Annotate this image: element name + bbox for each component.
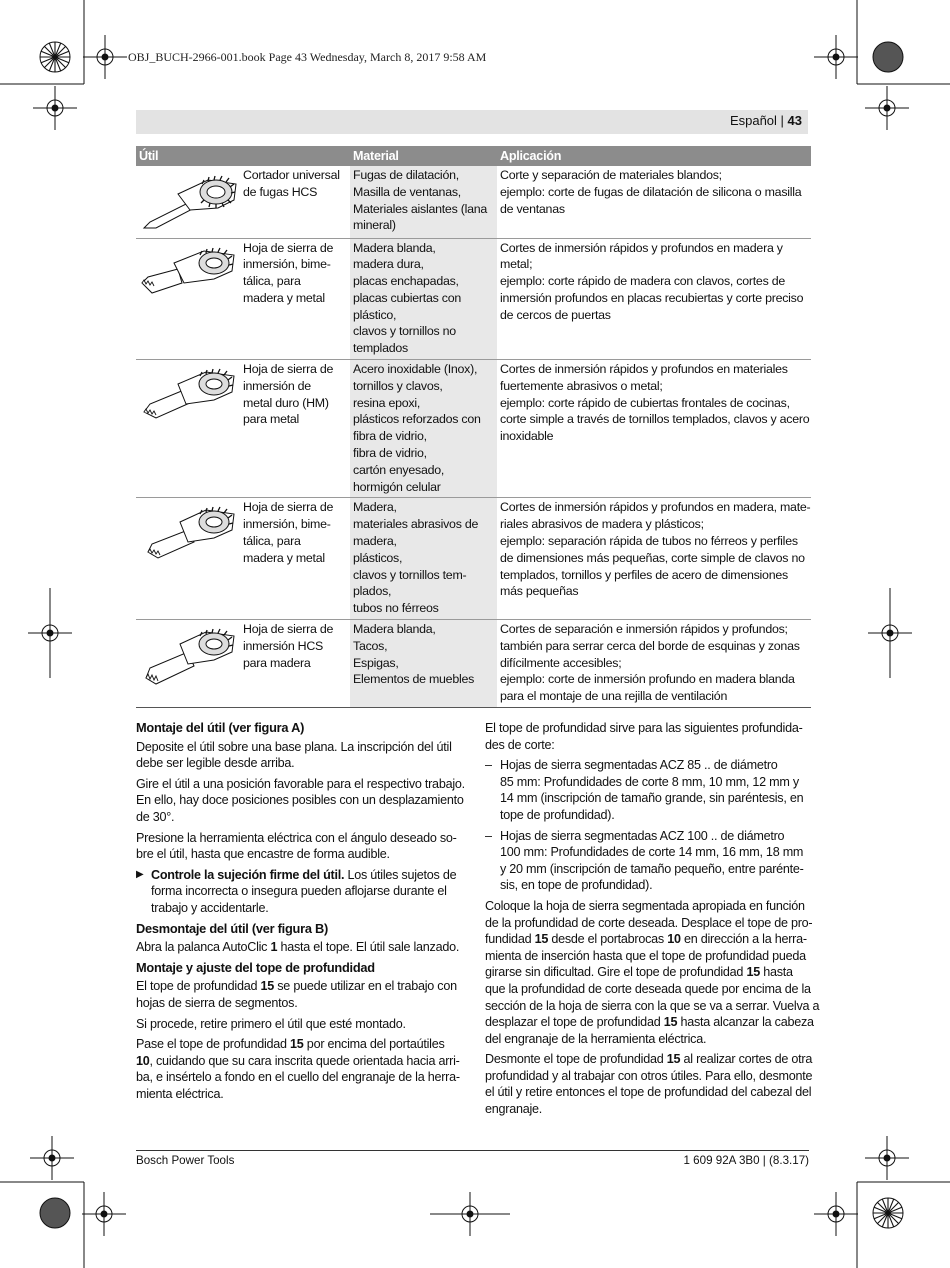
table-row	[136, 620, 811, 708]
page-header	[730, 113, 802, 128]
tool-image-cell	[136, 360, 240, 498]
tool-name: Hoja de sierra de inmersión de metal duro (HM) para metal	[240, 360, 350, 498]
bimetal-saw-blade-icon	[138, 502, 238, 566]
dash-bullet: –	[485, 758, 492, 773]
application-cell: Cortes de separación e inmersión rápidos y profundos; también para serrar cerca del borde de esquinas y zonas difícilmente accesibles; ejemplo: corte de inmersión profundo en madera blanda para el montaje de una rejilla de ventilación	[497, 620, 811, 708]
paragraph: El tope de profundidad sirve para las siguientes profundida- des de corte:	[485, 721, 803, 752]
footer-doc-number: 1 609 92A 3B0 | (8.3.17)	[683, 1154, 809, 1167]
material-cell: Acero inoxidable (Inox), tornillos y clavos, resina epoxi, plásticos reforzados con fibra de vidrio, fibra de vidrio, cartón enyesado, hormigón celular	[350, 360, 497, 498]
tool-image-cell	[136, 498, 240, 620]
paragraph: Gire el útil a una posición favorable para el respectivo trabajo. En ello, hay doce posiciones posibles con un desplazamiento de 30°.	[136, 776, 465, 824]
universal-joint-cutter-icon	[138, 170, 238, 234]
left-text-column	[136, 720, 466, 1106]
tool-image-cell	[136, 238, 240, 360]
application-cell: Cortes de inmersión rápidos y profundos en materiales fuertemente abrasivos o metal; ejemplo: corte rápido de cubiertas frontales de cocinas, corte simple a través de tornillos templados, clavos y acero inoxidable	[497, 360, 811, 498]
carbide-saw-blade-icon	[138, 364, 238, 428]
tool-name: Hoja de sierra de inmersión, bime- tálica, para madera y metal	[240, 498, 350, 620]
book-file-info: OBJ_BUCH-2966-001.book Page 43 Wednesday, March 8, 2017 9:58 AM	[128, 50, 487, 64]
application-cell: Corte y separación de materiales blandos; ejemplo: corte de fugas de dilatación de silicona o masilla de ventanas	[497, 166, 811, 238]
paragraph: El tope de profundidad 15 se puede utilizar en el trabajo con hojas de sierra de segmentos.	[136, 979, 457, 1010]
header-tool: Útil	[136, 146, 350, 166]
dash-bullet: –	[485, 828, 492, 843]
application-cell: Cortes de inmersión rápidos y profundos en madera, mate- riales abrasivos de madera y plásticos; ejemplo: separación rápida de tubos no férreos y perfiles de dimensiones más pequeñas, corte simple de clavos no templados, tornillos y perfiles de acero de dimensiones más pequeñas	[497, 498, 811, 620]
table-row	[136, 498, 811, 620]
footer-brand: Bosch Power Tools	[136, 1154, 235, 1167]
header-separator: |	[776, 113, 788, 128]
section-title: Montaje del útil (ver figura A)	[136, 720, 305, 735]
page-header-bar	[136, 110, 808, 134]
tool-name: Hoja de sierra de inmersión, bime- tálica, para madera y metal	[240, 238, 350, 360]
footer-rule	[136, 1150, 809, 1151]
table-row	[136, 166, 811, 238]
plunge-saw-blade-icon	[138, 243, 238, 307]
tool-name: Hoja de sierra de inmersión HCS para madera	[240, 620, 350, 708]
section-title: Montaje y ajuste del tope de profundidad	[136, 959, 375, 975]
paragraph: Desmonte el tope de profundidad 15 al realizar cortes de otra profundidad y al trabajar con otros útiles. Para ello, desmonte el útil y retire entonces el tope de profundidad del cabezal del engranaje.	[485, 1052, 813, 1117]
tool-name: Cortador universal de fugas HCS	[240, 166, 350, 238]
material-cell: Madera, materiales abrasivos de madera, plásticos, clavos y tornillos tem- plados, tubos no férreos	[350, 498, 497, 620]
material-cell: Fugas de dilatación, Masilla de ventanas, Materiales aislantes (lana mineral)	[350, 166, 497, 238]
tools-table	[136, 146, 811, 708]
header-material: Material	[350, 146, 497, 166]
list-item: – Hojas de sierra segmentadas ACZ 85 .. de diámetro 85 mm: Profundidades de corte 8 mm, 10 mm, 12 mm y 14 mm (inscripción de tamaño grande, sin paréntesis, en tope de profundidad).	[485, 758, 804, 822]
header-language: Español	[729, 113, 777, 128]
paragraph: Coloque la hoja de sierra segmentada apropiada en función de la profundidad de corte deseada. Desplace el tope de pro- fundidad 15 desde el portabrocas 10 en dirección a la herra- mienta de inserción hasta que el tope de profundidad pueda girarse sin dificultad. Gire el tope de profundidad 15 hasta que la profundidad de corte deseada quede por encima de la sección de la hoja de sierra con la que se va a serrar. Vuelva a desplazar el tope de profundidad 15 hasta alcanzar la cabeza del engranaje de la herramienta eléctrica.	[485, 898, 820, 1046]
warning-bullet: ▶ Controle la sujeción firme del útil. Los útiles sujetos de forma incorrecta o insegura pueden aflojarse durante el trabajo y accidentarle.	[136, 867, 457, 915]
right-text-column	[485, 720, 820, 1122]
section-title: Desmontaje del útil (ver figura B)	[136, 920, 329, 936]
tool-image-cell	[136, 166, 240, 238]
material-cell: Madera blanda, madera dura, placas enchapadas, placas cubiertas con plástico, clavos y tornillos no templados	[350, 238, 497, 360]
paragraph: Si procede, retire primero el útil que esté montado.	[136, 1016, 406, 1031]
material-cell: Madera blanda, Tacos, Espigas, Elementos de muebles	[350, 620, 497, 708]
header-application: Aplicación	[497, 146, 811, 166]
paragraph: Deposite el útil sobre una base plana. La inscripción del útil debe ser legible desde arriba.	[136, 739, 452, 771]
paragraph: Abra la palanca AutoClic 1 hasta el tope. El útil sale lanzado.	[136, 940, 460, 955]
page-number: 43	[787, 113, 802, 128]
application-cell: Cortes de inmersión rápidos y profundos en madera y metal; ejemplo: corte rápido de madera con clavos, cortes de inmersión profundos en placas recubiertas y corte preciso de cercos de puertas	[497, 238, 811, 360]
table-header-row	[136, 146, 811, 166]
triangle-bullet-icon: ▶	[136, 868, 144, 880]
table-row	[136, 238, 811, 360]
paragraph: Pase el tope de profundidad 15 por encima del portaútiles 10, cuidando que su cara inscrita quede orientada hacia arri- ba, e insértelo a fondo en el cuello del engranaje de la herra- mienta eléctrica.	[136, 1037, 460, 1101]
hcs-wood-blade-icon	[138, 624, 238, 688]
table-row	[136, 360, 811, 498]
paragraph: Presione la herramienta eléctrica con el ángulo deseado so- bre el útil, hasta que encastre de forma audible.	[136, 830, 457, 862]
list-item: – Hojas de sierra segmentadas ACZ 100 .. de diámetro 100 mm: Profundidades de corte 14 mm, 16 mm, 18 mm y 20 mm (inscripción de tamaño pequeño, entre parénte- sis, en tope de profundidad).	[485, 828, 804, 893]
tool-image-cell	[136, 620, 240, 708]
